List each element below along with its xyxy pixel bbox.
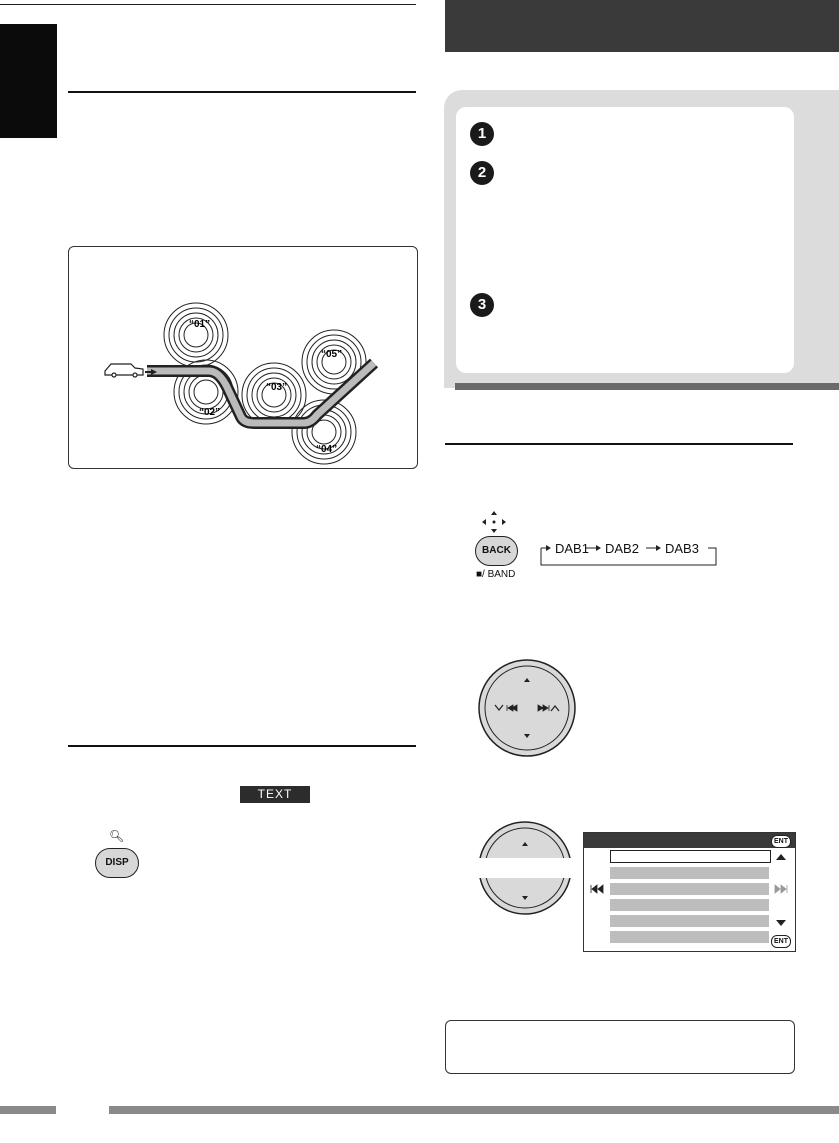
step-number: 1 [470, 122, 494, 146]
list-item[interactable] [610, 867, 769, 879]
band-option-dab3: DAB3 [665, 541, 699, 556]
scroll-up-icon [775, 853, 787, 861]
step-number: 3 [470, 293, 494, 317]
language-tab [0, 24, 57, 138]
text-indicator-badge: TEXT [240, 786, 310, 803]
direction-pad-icon [480, 510, 508, 534]
steps-panel-shadow [455, 383, 839, 390]
back-button[interactable]: BACK [475, 536, 518, 566]
ent-icon: ENT [771, 835, 791, 848]
band-option-dab2: DAB2 [605, 541, 639, 556]
station-label: “01” [189, 319, 211, 330]
station-label: “05” [321, 349, 343, 360]
list-display [583, 832, 796, 952]
list-item-selected[interactable] [610, 850, 771, 863]
map-diagram [69, 247, 417, 468]
list-item[interactable] [610, 883, 769, 895]
disp-button[interactable]: DISP [95, 848, 139, 878]
next-icon [774, 884, 788, 894]
control-dial-up-down[interactable] [477, 820, 573, 916]
scroll-down-icon [775, 919, 787, 927]
control-dial[interactable] [477, 658, 577, 758]
note-box [445, 1020, 795, 1074]
list-item[interactable] [610, 899, 769, 911]
section-rule [445, 443, 793, 445]
step-number: 2 [470, 161, 494, 185]
band-label: ■/ BAND [476, 569, 516, 580]
footer-bar-left [0, 1106, 56, 1114]
list-item[interactable] [610, 931, 769, 943]
steps-panel-inner [456, 107, 794, 373]
list-item[interactable] [610, 915, 769, 927]
section-rule [68, 91, 416, 93]
section-header-bar [445, 0, 839, 52]
top-rule [0, 4, 416, 5]
station-label: “02” [199, 407, 221, 418]
station-label: “04” [316, 444, 338, 455]
footer-bar-right [109, 1106, 839, 1114]
search-icon: 🔍︎ [109, 829, 125, 843]
band-option-dab1: DAB1 [555, 541, 589, 556]
section-rule [68, 745, 416, 747]
previous-icon [590, 884, 604, 894]
reception-map-illustration [68, 246, 418, 469]
station-label: “03” [266, 382, 288, 393]
ent-icon: ENT [771, 935, 791, 948]
station-01-rings [164, 303, 228, 367]
list-header-bar [584, 833, 795, 848]
car-icon [105, 364, 143, 377]
